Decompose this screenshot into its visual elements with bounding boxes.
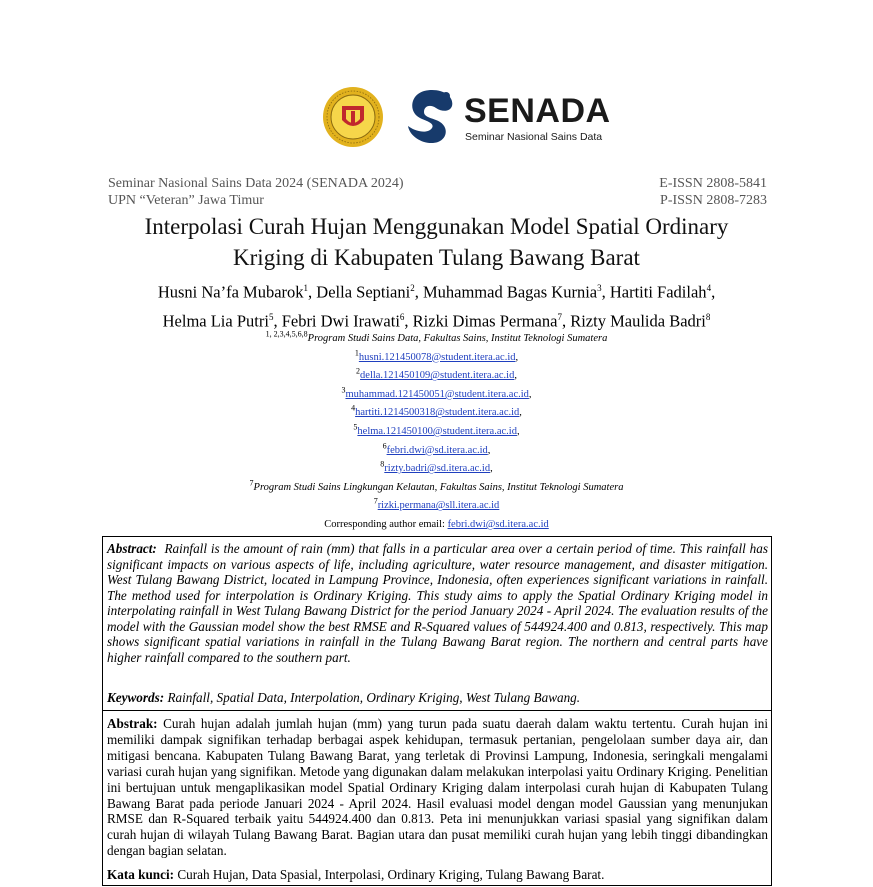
email-line: $^7$rizki.permana@sll.itera.ac.id: [373, 496, 500, 512]
email-link[interactable]: febri.dwi@sd.itera.ac.id: [386, 444, 488, 456]
author-line-1: Husni Na’fa Mubarok$^1$, Della Septiani$^2$, Muhammad Bagas Kurnia$^3$, Hartiti Fadilah$^4$,: [157, 282, 716, 302]
email-line: $^6$febri.dwi@sd.itera.ac.id,: [382, 441, 491, 456]
abstrak-text: Curah hujan adalah jumlah hujan (mm) yang turun pada suatu daerah dalam waktu tertentu. Curah hujan ini memiliki dampak signifikan terhadap berbagai aspek kehidupan, termasuk pertanian, pengelolaan sumber daya air, dan mitigasi bencana. Kabupaten Tulang Bawang Barat, yang terletak di Provinsi Lampung, Indonesia, seringkali mengalami variasi curah hujan yang signifikan. Metode yang digunakan dalam melakukan interpolasi yaitu Ordinary Kriging. Penelitian ini bertujuan untuk mengaplikasikan model Spatial Ordinary Kriging dalam interpolasi curah hujan di Kabupaten Tulang Bawang Barat pada periode Januari 2024 - April 2024. Hasil evaluasi model dengan model Gaussian yang menunjukan RMSE dan R-Squared terbaik yaitu 544924.400 dan 0.813. Peta ini menunjukkan variasi spasial yang signifikan dalam curah hujan di wilayah Tulang Bawang Barat. Bagian utara dan pusat memiliki curah hujan yang lebih tinggi dibandingkan dengan bagian selatan.: [107, 716, 768, 859]
section-divider: [103, 710, 771, 711]
abstract-indonesian: [107, 716, 768, 859]
affiliation-1: $^{1, 2,3,4,5,6,8}$Program Studi Sains Data, Fakultas Sains, Institut Teknologi Sumatera: [265, 329, 608, 344]
email-link[interactable]: helma.121450100@student.itera.ac.id: [357, 425, 517, 437]
author-line-2: Helma Lia Putri$^5$, Febri Dwi Irawati$^6$, Rizki Dimas Permana$^7$, Rizty Maulida Badri$^8$: [162, 311, 711, 330]
abstract-box: [102, 536, 772, 886]
header-left: [108, 175, 404, 209]
email-link[interactable]: rizty.badri@sd.itera.ac.id: [384, 463, 491, 475]
corresponding-author: Corresponding author email: febri.dwi@sd.itera.ac.id: [324, 518, 549, 530]
keywords-label: Keywords:: [107, 690, 165, 705]
corresponding-email-link[interactable]: febri.dwi@sd.itera.ac.id: [447, 518, 549, 530]
kata-kunci-text: Curah Hujan, Data Spasial, Interpolasi, Ordinary Kriging, Tulang Bawang Barat.: [177, 867, 605, 882]
email-line: $^5$helma.121450100@student.itera.ac.id,: [353, 422, 520, 437]
logo-row: [0, 82, 873, 162]
email-line: $^2$della.121450109@student.itera.ac.id,: [356, 366, 517, 382]
email-link[interactable]: husni.121450078@student.itera.ac.id: [358, 351, 516, 363]
keywords-english: [107, 690, 768, 706]
title-line-1: Interpolasi Curah Hujan Menggunakan Model Spatial Ordinary: [144, 214, 729, 239]
author-name: Rizty Maulida Badri: [570, 311, 706, 330]
author-name: Husni Na’fa Mubarok: [157, 282, 304, 302]
email-link[interactable]: muhammad.121450051@student.itera.ac.id: [345, 388, 529, 400]
author-name: Della Septiani: [316, 282, 411, 302]
keywords-indonesian: [107, 867, 768, 883]
keywords-text: Rainfall, Spatial Data, Interpolation, Ordinary Kriging, West Tulang Bawang.: [167, 690, 581, 705]
conference-name: Seminar Nasional Sains Data 2024 (SENADA 2024): [108, 176, 404, 191]
email-line: $^4$hartiti.1214500318@student.itera.ac.id,: [351, 403, 522, 419]
email-line: $^8$rizty.badri@sd.itera.ac.id,: [380, 459, 493, 475]
author-list: [60, 276, 813, 333]
email-line: $^3$muhammad.121450051@student.itera.ac.id,: [341, 385, 532, 400]
email-link[interactable]: della.121450109@student.itera.ac.id: [360, 370, 515, 382]
email-link[interactable]: rizki.permana@sll.itera.ac.id: [377, 500, 500, 512]
author-name: Muhammad Bagas Kurnia: [422, 282, 598, 302]
university-name: UPN “Veteran” Jawa Timur: [108, 193, 264, 208]
author-name: Hartiti Fadilah: [609, 282, 707, 302]
affiliations: [0, 330, 873, 535]
abstrak-label: Abstrak:: [107, 716, 158, 731]
paper-title: [0, 211, 873, 273]
brand-tagline: Seminar Nasional Sains Data: [465, 131, 603, 143]
senada-logo-icon: [402, 88, 458, 144]
author-name: Rizki Dimas Permana: [412, 311, 558, 330]
header-right: [659, 175, 767, 209]
kata-kunci-label: Kata kunci:: [107, 867, 175, 882]
author-name: Helma Lia Putri: [162, 311, 269, 330]
affiliation-2: $^7$Program Studi Sains Lingkungan Kelautan, Fakultas Sains, Institut Teknologi Sumatera: [249, 478, 624, 493]
university-seal-icon: [322, 86, 384, 148]
abstract-label: Abstract:: [107, 541, 157, 556]
abstract-text: Rainfall is the amount of rain (mm) that falls in a particular area over a certain period of time. This rainfall has significant impacts on various aspects of life, including agriculture, water resource management, and disaster mitigation. West Tulang Bawang District, located in Lampung Province, Indonesia, often experiences significant variations in rainfall. The method used for interpolation is Ordinary Kriging. This study aims to apply the Spatial Ordinary Kriging model in interpolating rainfall in West Tulang Bawang District for the period January 2024 - April 2024. The evaluation results of the model with the Gaussian model show the best RMSE and R-Squared values of 544924.400 and 0.813, respectively. This map shows significant spatial variations in rainfall in the Tulang Bawang Barat region. The northern and central parts have higher rainfall compared to the southern part.: [107, 541, 768, 665]
abstract-english: [107, 541, 768, 665]
author-name: Febri Dwi Irawati: [281, 311, 400, 330]
email-link[interactable]: hartiti.1214500318@student.itera.ac.id: [355, 407, 520, 419]
pissn: P-ISSN 2808-7283: [660, 193, 767, 208]
title-line-2: Kriging di Kabupaten Tulang Bawang Barat: [233, 245, 640, 270]
brand-wordmark: SENADA: [464, 92, 611, 130]
email-line: $^1$husni.121450078@student.itera.ac.id,: [354, 348, 519, 363]
eissn: E-ISSN 2808-5841: [659, 176, 767, 191]
